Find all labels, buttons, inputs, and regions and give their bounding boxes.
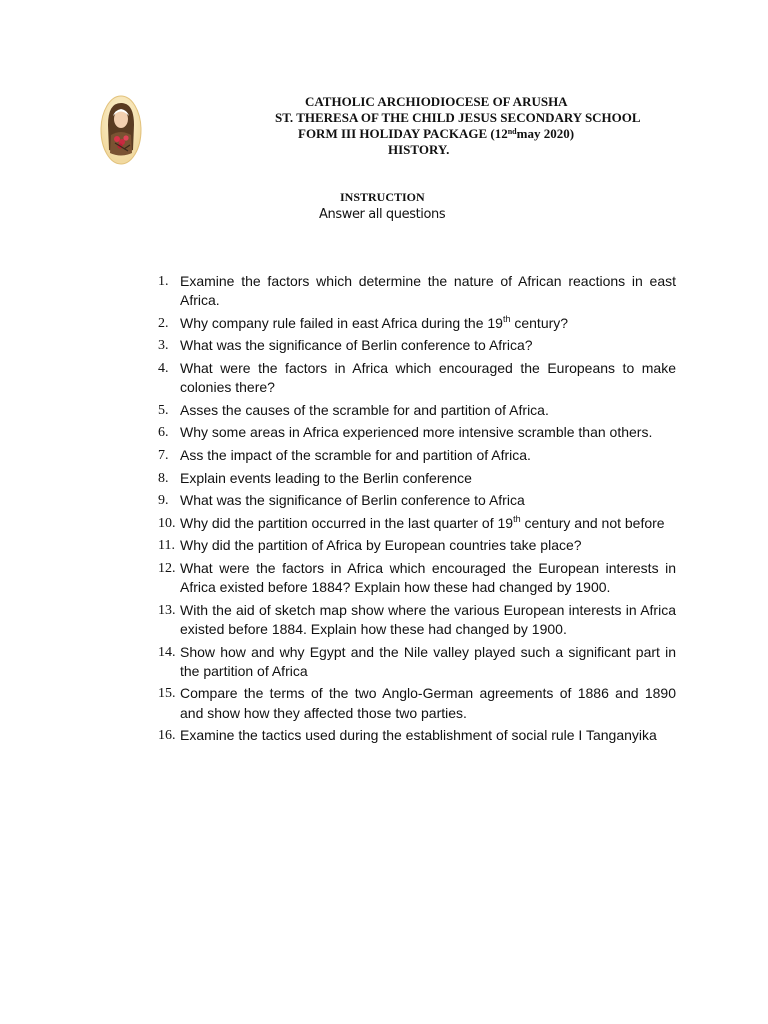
question-text: Examine the tactics used during the establishment of social rule I Tanganyika (180, 727, 657, 744)
question-number: 6. (158, 425, 169, 441)
question-text: Why some areas in Africa experienced more intensive scramble than others. (180, 424, 653, 441)
diocese-title: CATHOLIC ARCHIODIOCESE OF ARUSHA (305, 94, 568, 109)
question-text: What were the factors in Africa which encouraged the Europeans to make colonies there? (180, 359, 676, 396)
question-number: 7. (158, 447, 169, 463)
question-number-cell (150, 314, 180, 333)
package-title-prefix: FORM III HOLIDAY PACKAGE (12 (298, 126, 508, 141)
question-item (150, 272, 676, 310)
question-number-cell (150, 401, 180, 420)
subject-title: HISTORY. (388, 142, 450, 157)
question-number-cell (150, 491, 180, 510)
question-text: Examine the factors which determine the nature of African reactions in east Africa. (180, 273, 676, 309)
question-number-cell (150, 726, 180, 745)
question-number: 4. (158, 360, 169, 376)
school-name: ST. THERESA OF THE CHILD JESUS SECONDARY SCHOOL (275, 110, 641, 125)
question-item (150, 726, 676, 745)
question-text (180, 314, 676, 333)
question-item (150, 423, 676, 442)
question-number-cell (150, 469, 180, 488)
question-number-cell (150, 446, 180, 465)
question-item (150, 559, 676, 597)
question-number: 14. (158, 644, 176, 660)
question-text: What was the significance of Berlin conference to Africa? (180, 337, 533, 354)
question-item (150, 359, 676, 397)
question-number-cell (150, 336, 180, 355)
question-item (150, 491, 676, 510)
question-number: 2. (158, 315, 169, 331)
question-number: 5. (158, 402, 169, 418)
question-number: 9. (158, 493, 169, 509)
question-number-cell (150, 423, 180, 442)
question-number: 12. (158, 560, 176, 576)
question-item (150, 684, 676, 722)
question-number-cell (150, 272, 180, 310)
question-ordinal-suffix: th (513, 513, 521, 524)
question-text: What were the factors in Africa which encouraged the European interests in Africa existed before 1884? Explain how these had changed by 1900. (180, 559, 676, 596)
question-item (150, 536, 676, 555)
question-item (150, 514, 676, 533)
instruction-text: Answer all questions (319, 207, 446, 222)
question-text: Show how and why Egypt and the Nile valley played such a significant part in the partition of Africa (180, 643, 676, 679)
question-text-part: century? (510, 314, 569, 331)
question-number-cell (150, 643, 180, 681)
question-number: 11. (158, 538, 175, 554)
question-number: 15. (158, 686, 176, 702)
question-number: 1. (158, 274, 169, 289)
question-number-cell (150, 684, 180, 722)
question-item (150, 336, 676, 355)
question-number: 3. (158, 338, 169, 354)
question-number: 16. (158, 728, 176, 744)
package-title (298, 126, 574, 141)
saint-portrait-icon (100, 95, 142, 165)
question-text-part: Why did the partition occurred in the last quarter of 19 (180, 514, 514, 531)
question-text-part: Why company rule failed in east Africa during the 19 (180, 314, 503, 331)
question-item (150, 401, 676, 420)
question-text: What was the significance of Berlin conference to Africa (180, 492, 525, 509)
question-text (180, 514, 676, 533)
question-item (150, 601, 676, 639)
question-text: Compare the terms of the two Anglo-German agreements of 1886 and 1890 and show how they affected those two parties. (180, 685, 676, 721)
question-item (150, 643, 676, 681)
question-number: 13. (158, 602, 176, 618)
question-number-cell (150, 514, 180, 533)
question-item (150, 446, 676, 465)
instruction-heading: INSTRUCTION (340, 190, 425, 204)
question-number-cell (150, 536, 180, 555)
question-number-cell (150, 359, 180, 397)
question-number-cell (150, 559, 180, 597)
question-text-part: century and not before (520, 514, 665, 531)
question-item (150, 469, 676, 488)
question-text: Ass the impact of the scramble for and partition of Africa. (180, 446, 531, 463)
question-number: 8. (158, 470, 169, 486)
package-title-suffix: may 2020) (516, 126, 575, 141)
question-number-cell (150, 601, 180, 639)
question-text: Why did the partition of Africa by European countries take place? (180, 537, 582, 554)
question-number: 10. (158, 515, 176, 531)
question-ordinal-suffix: th (502, 313, 511, 324)
package-title-ordinal: nd (507, 127, 517, 136)
question-list (150, 272, 676, 749)
question-text: Explain events leading to the Berlin conference (180, 469, 472, 486)
question-text: Asses the causes of the scramble for and partition of Africa. (180, 401, 549, 418)
question-text: With the aid of sketch map show where the various European interests in Africa existed before 1884. Explain how these had changed by 1900. (180, 601, 676, 637)
question-item (150, 314, 676, 333)
